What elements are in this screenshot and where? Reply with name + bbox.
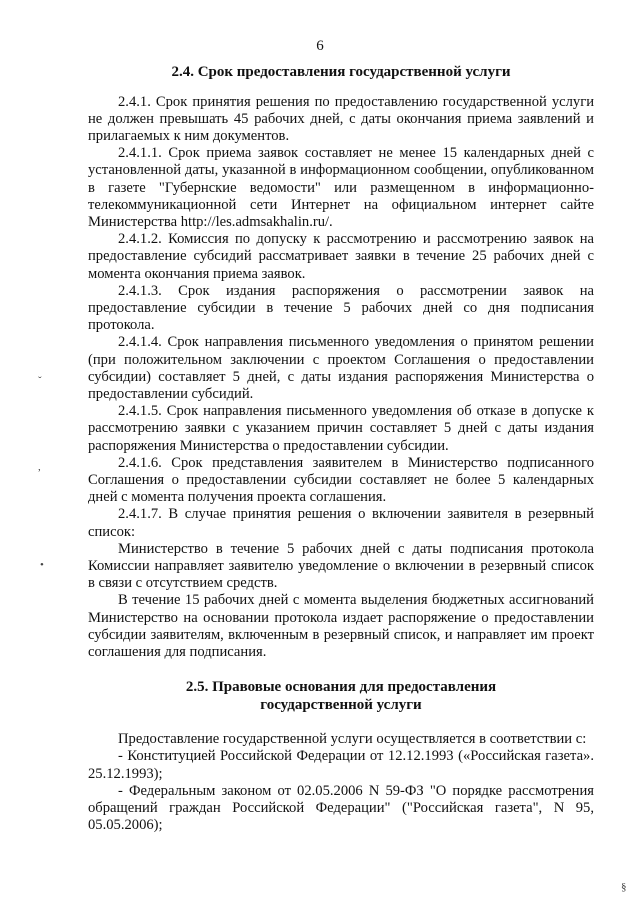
clause-2-4-1-7: 2.4.1.7. В случае принятия решения о включении заявителя в резервный список: (88, 506, 594, 540)
section-2-5-heading-line1: 2.5. Правовые основания для предоставления (185, 679, 497, 696)
clause-2-4-1-4: 2.4.1.4. Срок направления письменного уведомления о принятом решении (при положительном заключении с проектом Соглашения о предоставлении субсидии) составляет 5 дней, с даты издания распоряжения Министерства о предоставлении субсидий. (88, 334, 594, 402)
clause-2-4-1-2: 2.4.1.2. Комиссия по допуску к рассмотрению и рассмотрению заявок на предоставление субсидий рассматривает заявки в течение 25 рабочих дней с момента окончания приема заявок. (88, 231, 594, 282)
clause-2-4-1-6: 2.4.1.6. Срок представления заявителем в Министерство подписанного Соглашения о предоставлении субсидии составляет не более 5 календарных дней с момента получения проекта соглашения. (88, 454, 594, 506)
legal-basis-federal-law-59fz: - Федеральным законом от 02.05.2006 N 59-ФЗ "О порядке рассмотрения обращений граждан Российской Федерации" ("Российская газета", N 95, 05.05.2006); (88, 782, 594, 834)
scan-mark-2: , (38, 461, 41, 473)
scan-mark-3: • (40, 559, 44, 571)
section-2-5-heading-line2: государственной услуги (260, 696, 422, 713)
reserve-list-funding-paragraph: В течение 15 рабочих дней с момента выделения бюджетных ассигнований Министерство на основании протокола издает распоряжение о предоставлении субсидии заявителям, включенным в резервный список, и направляет им проект соглашения для подписания. (88, 592, 594, 660)
clause-2-4-1: 2.4.1. Срок принятия решения по предоставлению государственной услуги не должен превышать 45 рабочих дней, с даты окончания приема заявлений и прилагаемых к ним документов. (88, 93, 594, 144)
document-body (88, 64, 594, 834)
reserve-list-notice-paragraph: Министерство в течение 5 рабочих дней с даты подписания протокола Комиссии направляет заявителю уведомление о включении в резервный список в связи с отсутствием средств. (88, 540, 594, 592)
scan-mark-4: § (621, 881, 627, 893)
page-number: 6 (316, 38, 324, 54)
scan-mark-1: ˇ (38, 375, 42, 387)
clause-2-4-1-3: 2.4.1.3. Срок издания распоряжения о рассмотрении заявок на предоставление субсидии в течение 5 рабочих дней со дня подписания протокола. (88, 282, 594, 334)
section-2-5-heading (88, 679, 594, 714)
clause-2-4-1-1: 2.4.1.1. Срок приема заявок составляет не менее 15 календарных дней с установленной даты, указанной в информационном сообщении, опубликованном в газете "Губернские ведомости" или размещенном в информационно-телекоммуникационной сети Интернет на официальном интернет сайте Министерства http://les.admsakhalin.ru/. (88, 145, 594, 230)
clause-2-4-1-5: 2.4.1.5. Срок направления письменного уведомления об отказе в допуске к рассмотрению заявки с указанием причин составляет 5 дней с даты издания распоряжения Министерства о предоставлении субсидии. (88, 403, 594, 454)
legal-basis-intro: Предоставление государственной услуги осуществляется в соответствии с: (118, 731, 587, 748)
section-2-4-heading: 2.4. Срок предоставления государственной услуги (171, 64, 511, 80)
legal-basis-constitution: - Конституцией Российской Федерации от 12.12.1993 («Российская газета». 25.12.1993); (88, 748, 594, 782)
